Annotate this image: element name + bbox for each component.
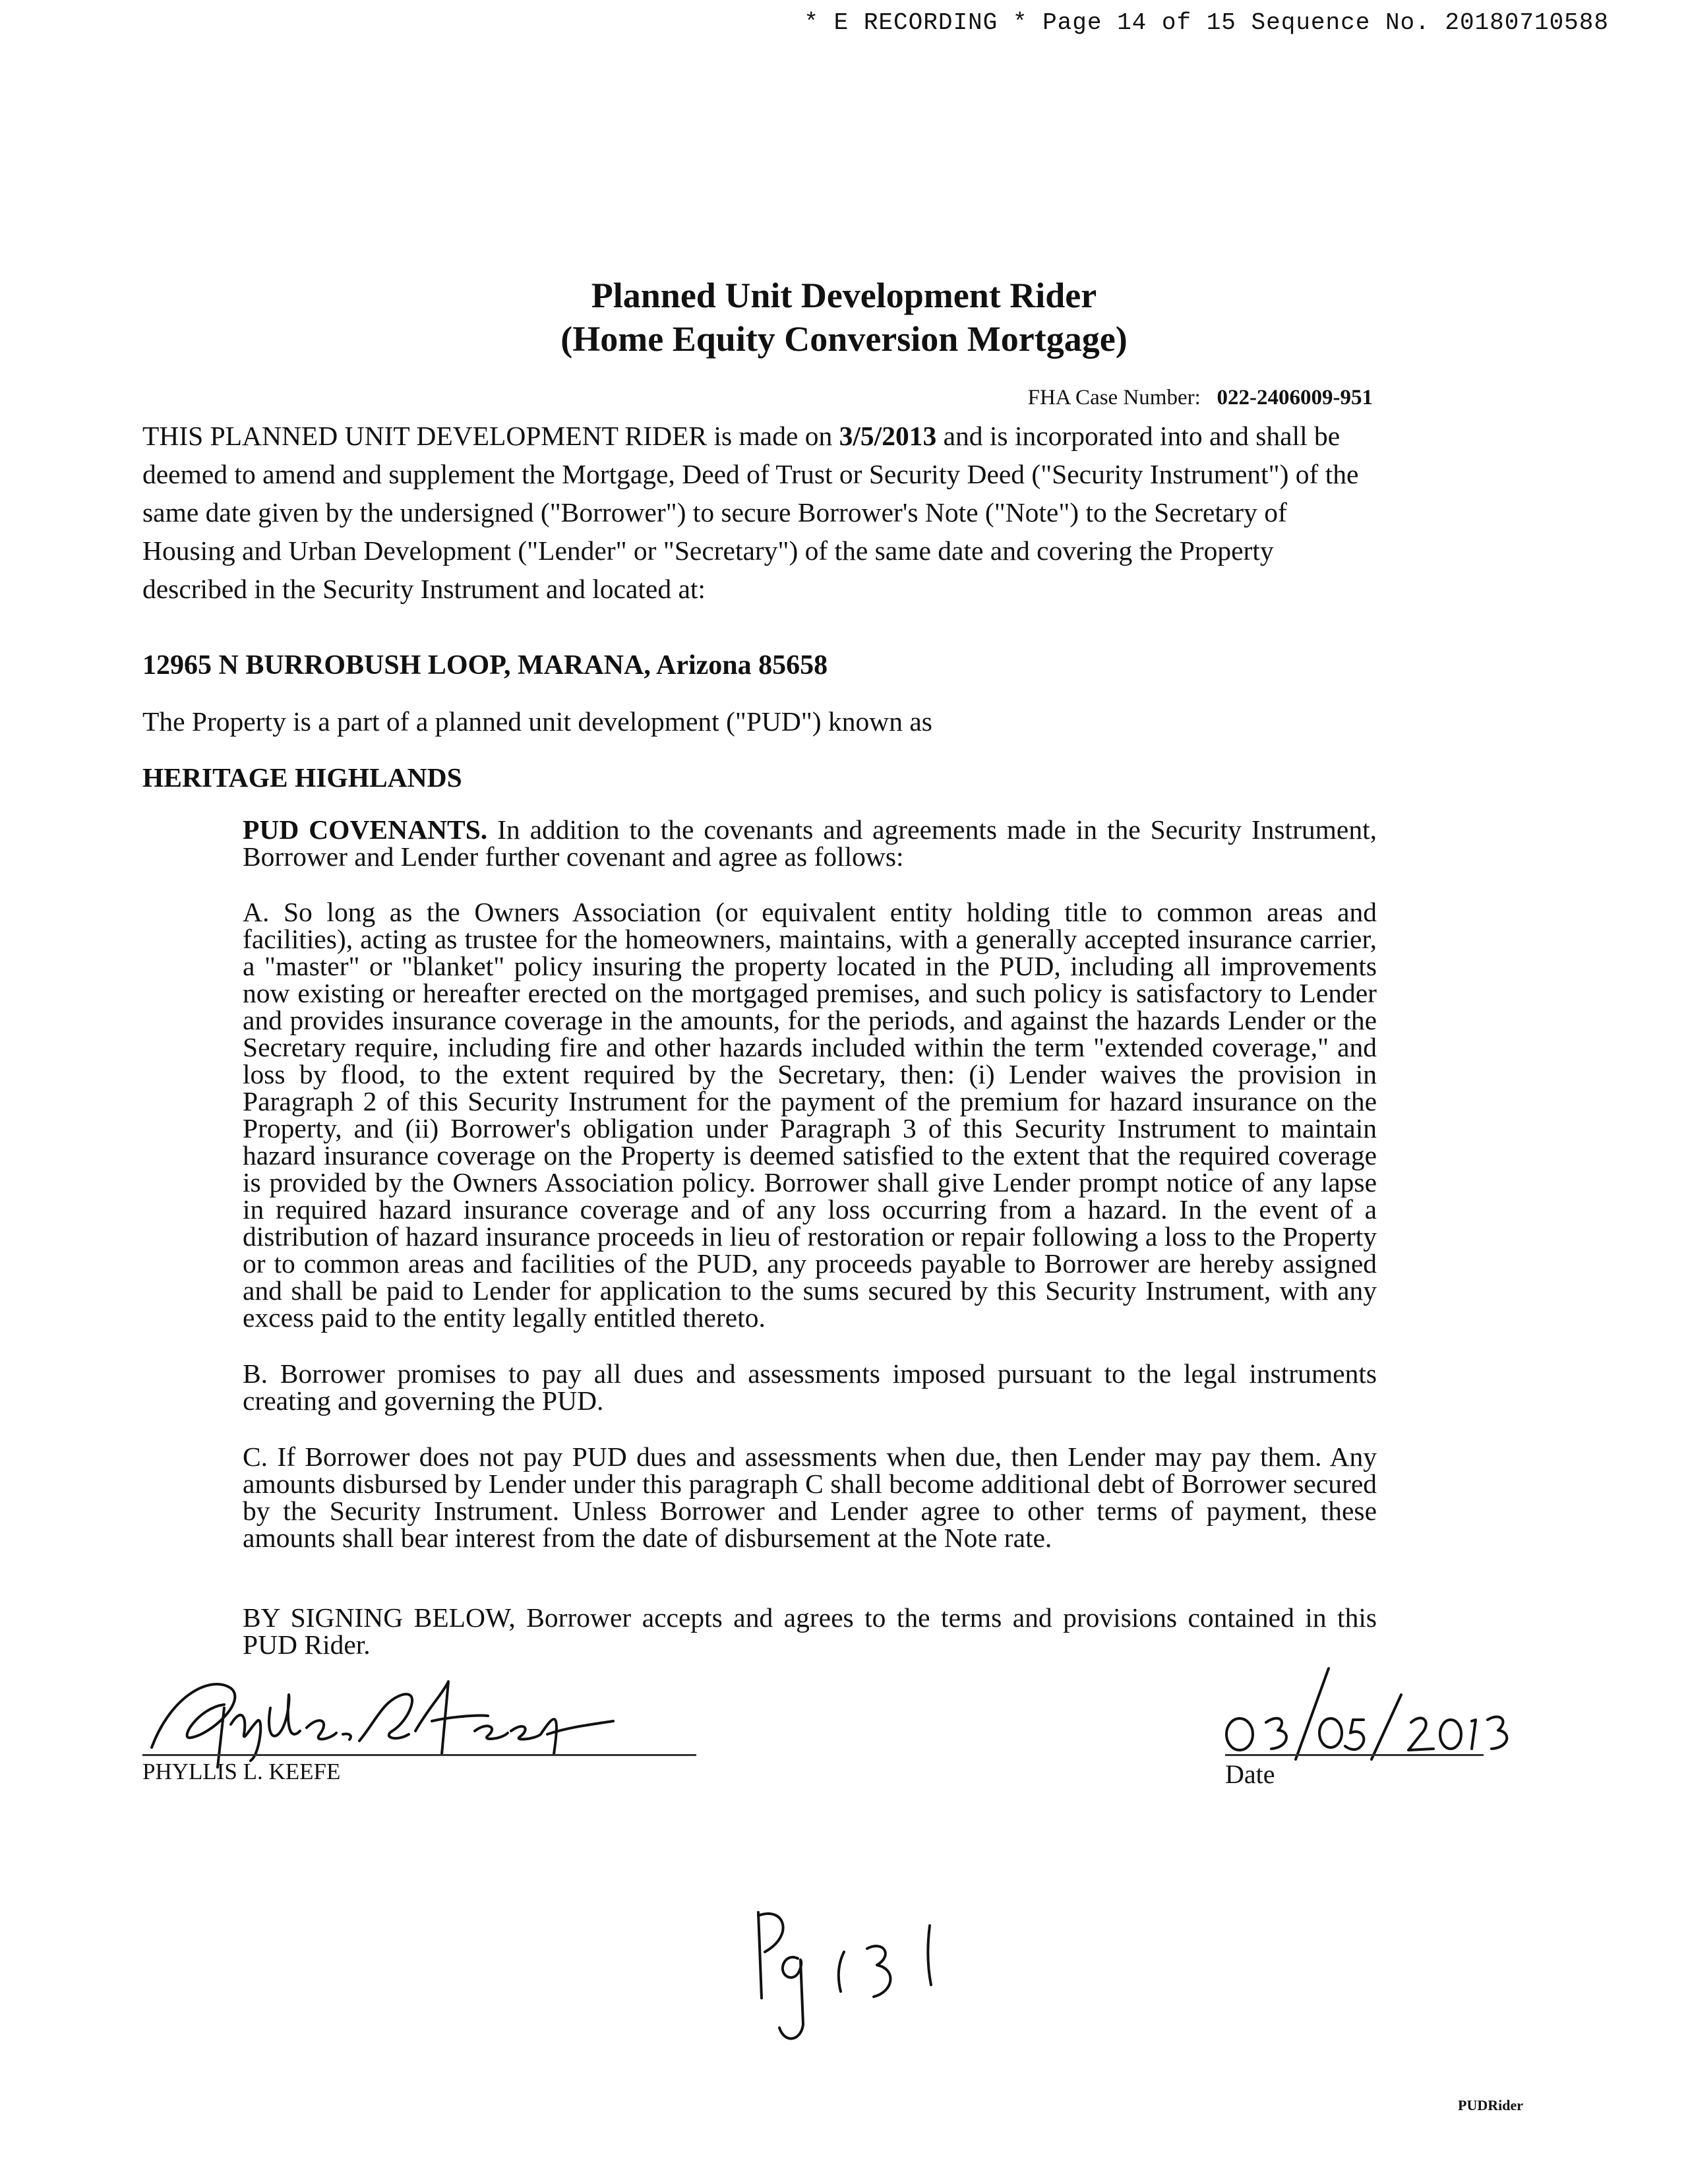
- covenant-a-text: A. So long as the Owners Association (or equivalent entity holding title to common areas and facilities), acting as trustee for the homeowners, maintains, with a generally accepted insurance carrier, a "master" or "blanket" policy insuring the property located in the PUD, including all improvements now existing or hereafter erected on the mortgaged premises, and such policy is satisfactory to Lender and provides insurance coverage in the amounts, for the periods, and against the hazards Lender or the Secretary require, including fire and other hazards included within the term "extended coverage," and loss by flood, to the extent required by the Secretary, then: (i) Lender waives the provision in Paragraph 2 of this Security Instrument for the payment of the premium for hazard insurance on the Property, and (ii) Borrower's obligation under Paragraph 3 of this Security Instrument to maintain hazard insurance coverage on the Property is deemed satisfied to the extent that the required coverage is provided by the Owners Association policy. Borrower shall give Lender prompt notice of any lapse in required hazard insurance coverage and of any loss occurring from a hazard. In the event of a distribution of hazard insurance proceeds in lieu of restoration or repair following a loss to the Property or to common areas and facilities of the PUD, any proceeds payable to Borrower are hereby assigned and shall be paid to Lender for application to the sums secured by this Security Instrument, with any excess paid to the entity legally entitled thereto.: [243, 897, 1377, 1333]
- fha-label: FHA Case Number:: [1027, 386, 1201, 410]
- footer-form-code: PUDRider: [1458, 2097, 1523, 2113]
- borrower-name: PHYLLIS L. KEEFE: [142, 1759, 341, 1784]
- borrower-signature: [132, 1668, 633, 1774]
- property-address: 12965 N BURROBUSH LOOP, MARANA, Arizona 85658: [142, 650, 828, 681]
- intro-paragraph: [142, 417, 1377, 608]
- covenant-c: [142, 1443, 1377, 1552]
- pud-intro: The Property is a part of a planned unit development ("PUD") known as: [142, 706, 932, 737]
- fha-case-number: [1028, 386, 1373, 410]
- covenant-b: [142, 1360, 1377, 1414]
- rider-date: 3/5/2013: [839, 421, 937, 451]
- signing-text: BY SIGNING BELOW, Borrower accepts and agrees to the terms and provisions contained in this PUD Rider.: [243, 1602, 1377, 1660]
- covenants-text: In addition to the covenants and agreements made in the Security Instrument, Borrower and Lender further covenant and agree as follows:: [243, 814, 1377, 872]
- document-title: [0, 274, 1688, 361]
- signing-paragraph: [142, 1604, 1377, 1658]
- intro-suffix: and is incorporated into and shall be deemed to amend and supplement the Mortgage, Deed of Trust or Security Deed ("Security Instrument") of the same date given by the undersigned ("Borrower") to secure Borrower's Note ("Note") to the Secretary of Housing and Urban Development ("Lender" or "Secretary") of the same date and covering the Property described in the Security Instrument and located at:: [142, 421, 1359, 604]
- covenants-heading: PUD COVENANTS.: [243, 814, 488, 845]
- covenant-c-text: C. If Borrower does not pay PUD dues and assessments when due, then Lender may pay them. Any amounts disbursed by Lender under this paragraph C shall become additional debt of Borrower secured by the Security Instrument. Unless Borrower and Lender agree to other terms of payment, these amounts shall bear interest from the date of disbursement at the Note rate.: [243, 1441, 1377, 1553]
- pud-name: HERITAGE HIGHLANDS: [142, 762, 462, 793]
- fha-number: 022-2406009-951: [1217, 386, 1373, 410]
- title-line-1: Planned Unit Development Rider: [591, 276, 1097, 315]
- covenants-paragraph: [142, 816, 1377, 870]
- handwritten-page-note: [738, 1899, 976, 2057]
- recording-header: * E RECORDING * Page 14 of 15 Sequence No. 20180710588: [804, 9, 1609, 36]
- date-label: Date: [1225, 1759, 1275, 1789]
- title-line-2: (Home Equity Conversion Mortgage): [560, 319, 1128, 359]
- covenant-a: [142, 899, 1377, 1331]
- date-handwriting: [1213, 1662, 1517, 1761]
- date-signature-line: [1225, 1754, 1484, 1756]
- intro-prefix: THIS PLANNED UNIT DEVELOPMENT RIDER is made on: [142, 421, 839, 451]
- borrower-signature-line: [142, 1754, 696, 1756]
- covenant-b-text: B. Borrower promises to pay all dues and assessments imposed pursuant to the legal instruments creating and governing the PUD.: [243, 1358, 1377, 1416]
